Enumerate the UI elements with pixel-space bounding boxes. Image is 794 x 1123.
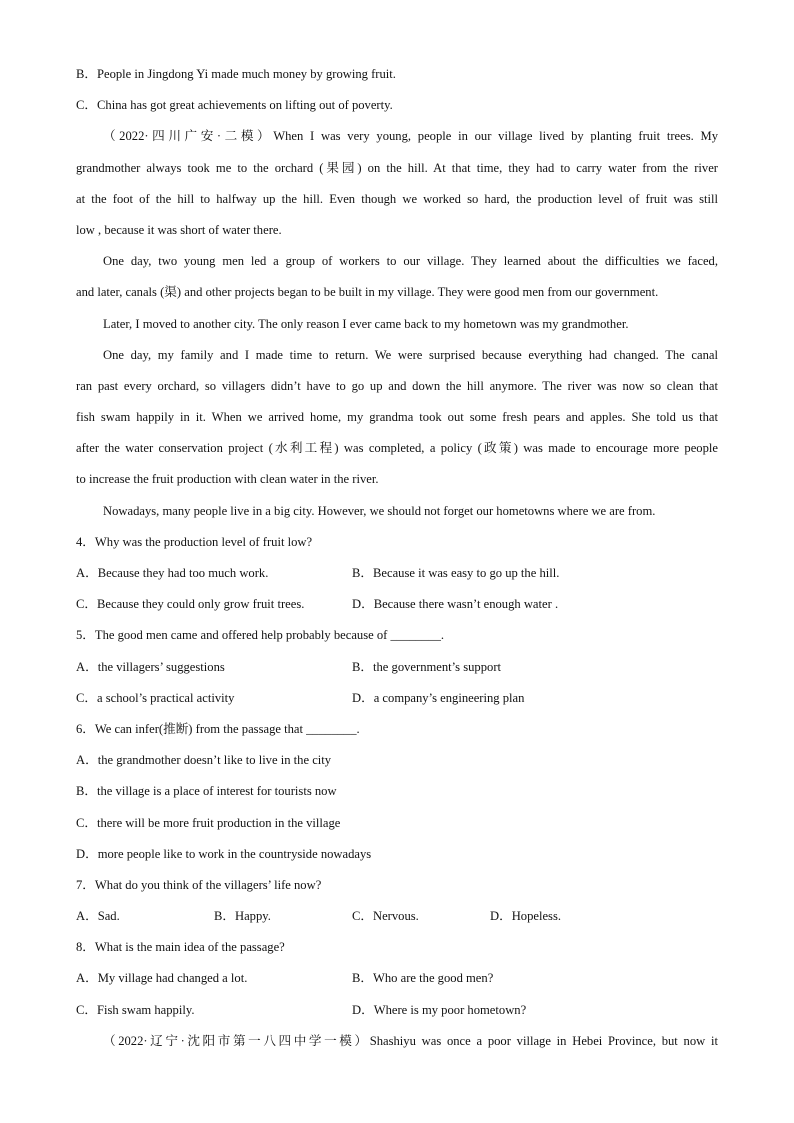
option-b-prev: B．People in Jingdong Yi made much money by growing fruit.	[76, 67, 396, 81]
question-8-stem: 8．What is the main idea of the passage?	[76, 940, 285, 955]
question-8-options-row-1	[76, 963, 718, 994]
passage-line-1: （2022·四川广安·二模）When I was very young, people in our village lived by planting fruit trees. My	[103, 129, 718, 144]
passage-line-4: low , because it was short of water there.	[76, 222, 282, 237]
option-a: A．Sad.	[76, 909, 120, 924]
passage-line-11: after the water conservation project (水利工程) was completed, a policy (政策) was made to encourage more people	[76, 441, 718, 456]
question-4-options-row-2	[76, 589, 718, 620]
passage-source: （2022·四川广安·二模）	[103, 129, 274, 144]
passage-line-3: at the foot of the hill to halfway up the hill. Even though we worked so hard, the production level of fruit was still	[76, 191, 718, 206]
passage-line-8: One day, my family and I made time to return. We were surprised because everything had changed. The canal	[103, 347, 718, 362]
document-page	[76, 59, 718, 1057]
option-d: D．Where is my poor hometown?	[352, 1002, 527, 1017]
option-b: B．Who are the good men?	[352, 971, 494, 986]
passage-line-2: grandmother always took me to the orchard (果园) on the hill. At that time, they had to carry water from the river	[76, 160, 718, 175]
option-b: B．the village is a place of interest for tourists now	[76, 784, 337, 799]
option-d: D．more people like to work in the countryside nowadays	[76, 846, 372, 861]
option-c: C．Nervous.	[352, 909, 419, 924]
passage-line-6: and later, canals (渠) and other projects began to be built in my village. They were good men from our government.	[76, 285, 659, 300]
passage-line-9: ran past every orchard, so villagers didn’t have to go up and down the hill anymore. The river was now so clean that	[76, 378, 718, 393]
option-a: A．Because they had too much work.	[76, 566, 269, 580]
question-4-stem: 4．Why was the production level of fruit low?	[76, 534, 313, 549]
option-b: B．Because it was easy to go up the hill.	[352, 566, 560, 580]
option-d: D．Because there wasn’t enough water .	[352, 597, 559, 612]
next-passage-source: （2022·辽宁·沈阳市第一八四中学一模）	[103, 1033, 370, 1048]
option-d: D．Hopeless.	[490, 909, 562, 924]
question-8-options-row-2	[76, 995, 718, 1026]
question-6-stem: 6．We can infer(推断) from the passage that ________.	[76, 721, 360, 736]
option-c-prev: C．China has got great achievements on lifting out of poverty.	[76, 98, 393, 113]
passage-line-10: fish swam happily in it. When we arrived home, my grandma took out some fresh pears and apples. She told us that	[76, 410, 718, 425]
option-c: C．a school’s practical activity	[76, 690, 235, 705]
option-b: B．the government’s support	[352, 659, 502, 674]
option-b: B．Happy.	[214, 909, 271, 924]
option-a: A．the grandmother doesn’t like to live in the city	[76, 753, 332, 768]
option-c: C．Fish swam happily.	[76, 1002, 195, 1017]
question-7-options-row	[76, 901, 718, 932]
option-d: D．a company’s engineering plan	[352, 690, 525, 705]
option-c: C．there will be more fruit production in the village	[76, 815, 341, 830]
question-4-options-row-1	[76, 558, 718, 589]
question-5-stem: 5．The good men came and offered help probably because of ________.	[76, 628, 445, 643]
question-7-stem: 7．What do you think of the villagers’ life now?	[76, 877, 322, 892]
question-5-options-row-1	[76, 652, 718, 683]
option-c: C．Because they could only grow fruit trees.	[76, 597, 305, 612]
passage-line-7: Later, I moved to another city. The only reason I ever came back to my hometown was my grandmother.	[103, 316, 629, 331]
passage-line-5: One day, two young men led a group of workers to our village. They learned about the difficulties we faced,	[103, 254, 718, 269]
next-passage-line-1: （2022·辽宁·沈阳市第一八四中学一模）Shashiyu was once a poor village in Hebei Province, but now it	[103, 1033, 718, 1048]
passage-line-13: Nowadays, many people live in a big city. However, we should not forget our hometowns where we are from.	[103, 503, 656, 518]
passage-line-12: to increase the fruit production with clean water in the river.	[76, 472, 379, 487]
option-a: A．the villagers’ suggestions	[76, 659, 225, 674]
question-5-options-row-2	[76, 683, 718, 714]
option-a: A．My village had changed a lot.	[76, 971, 248, 986]
